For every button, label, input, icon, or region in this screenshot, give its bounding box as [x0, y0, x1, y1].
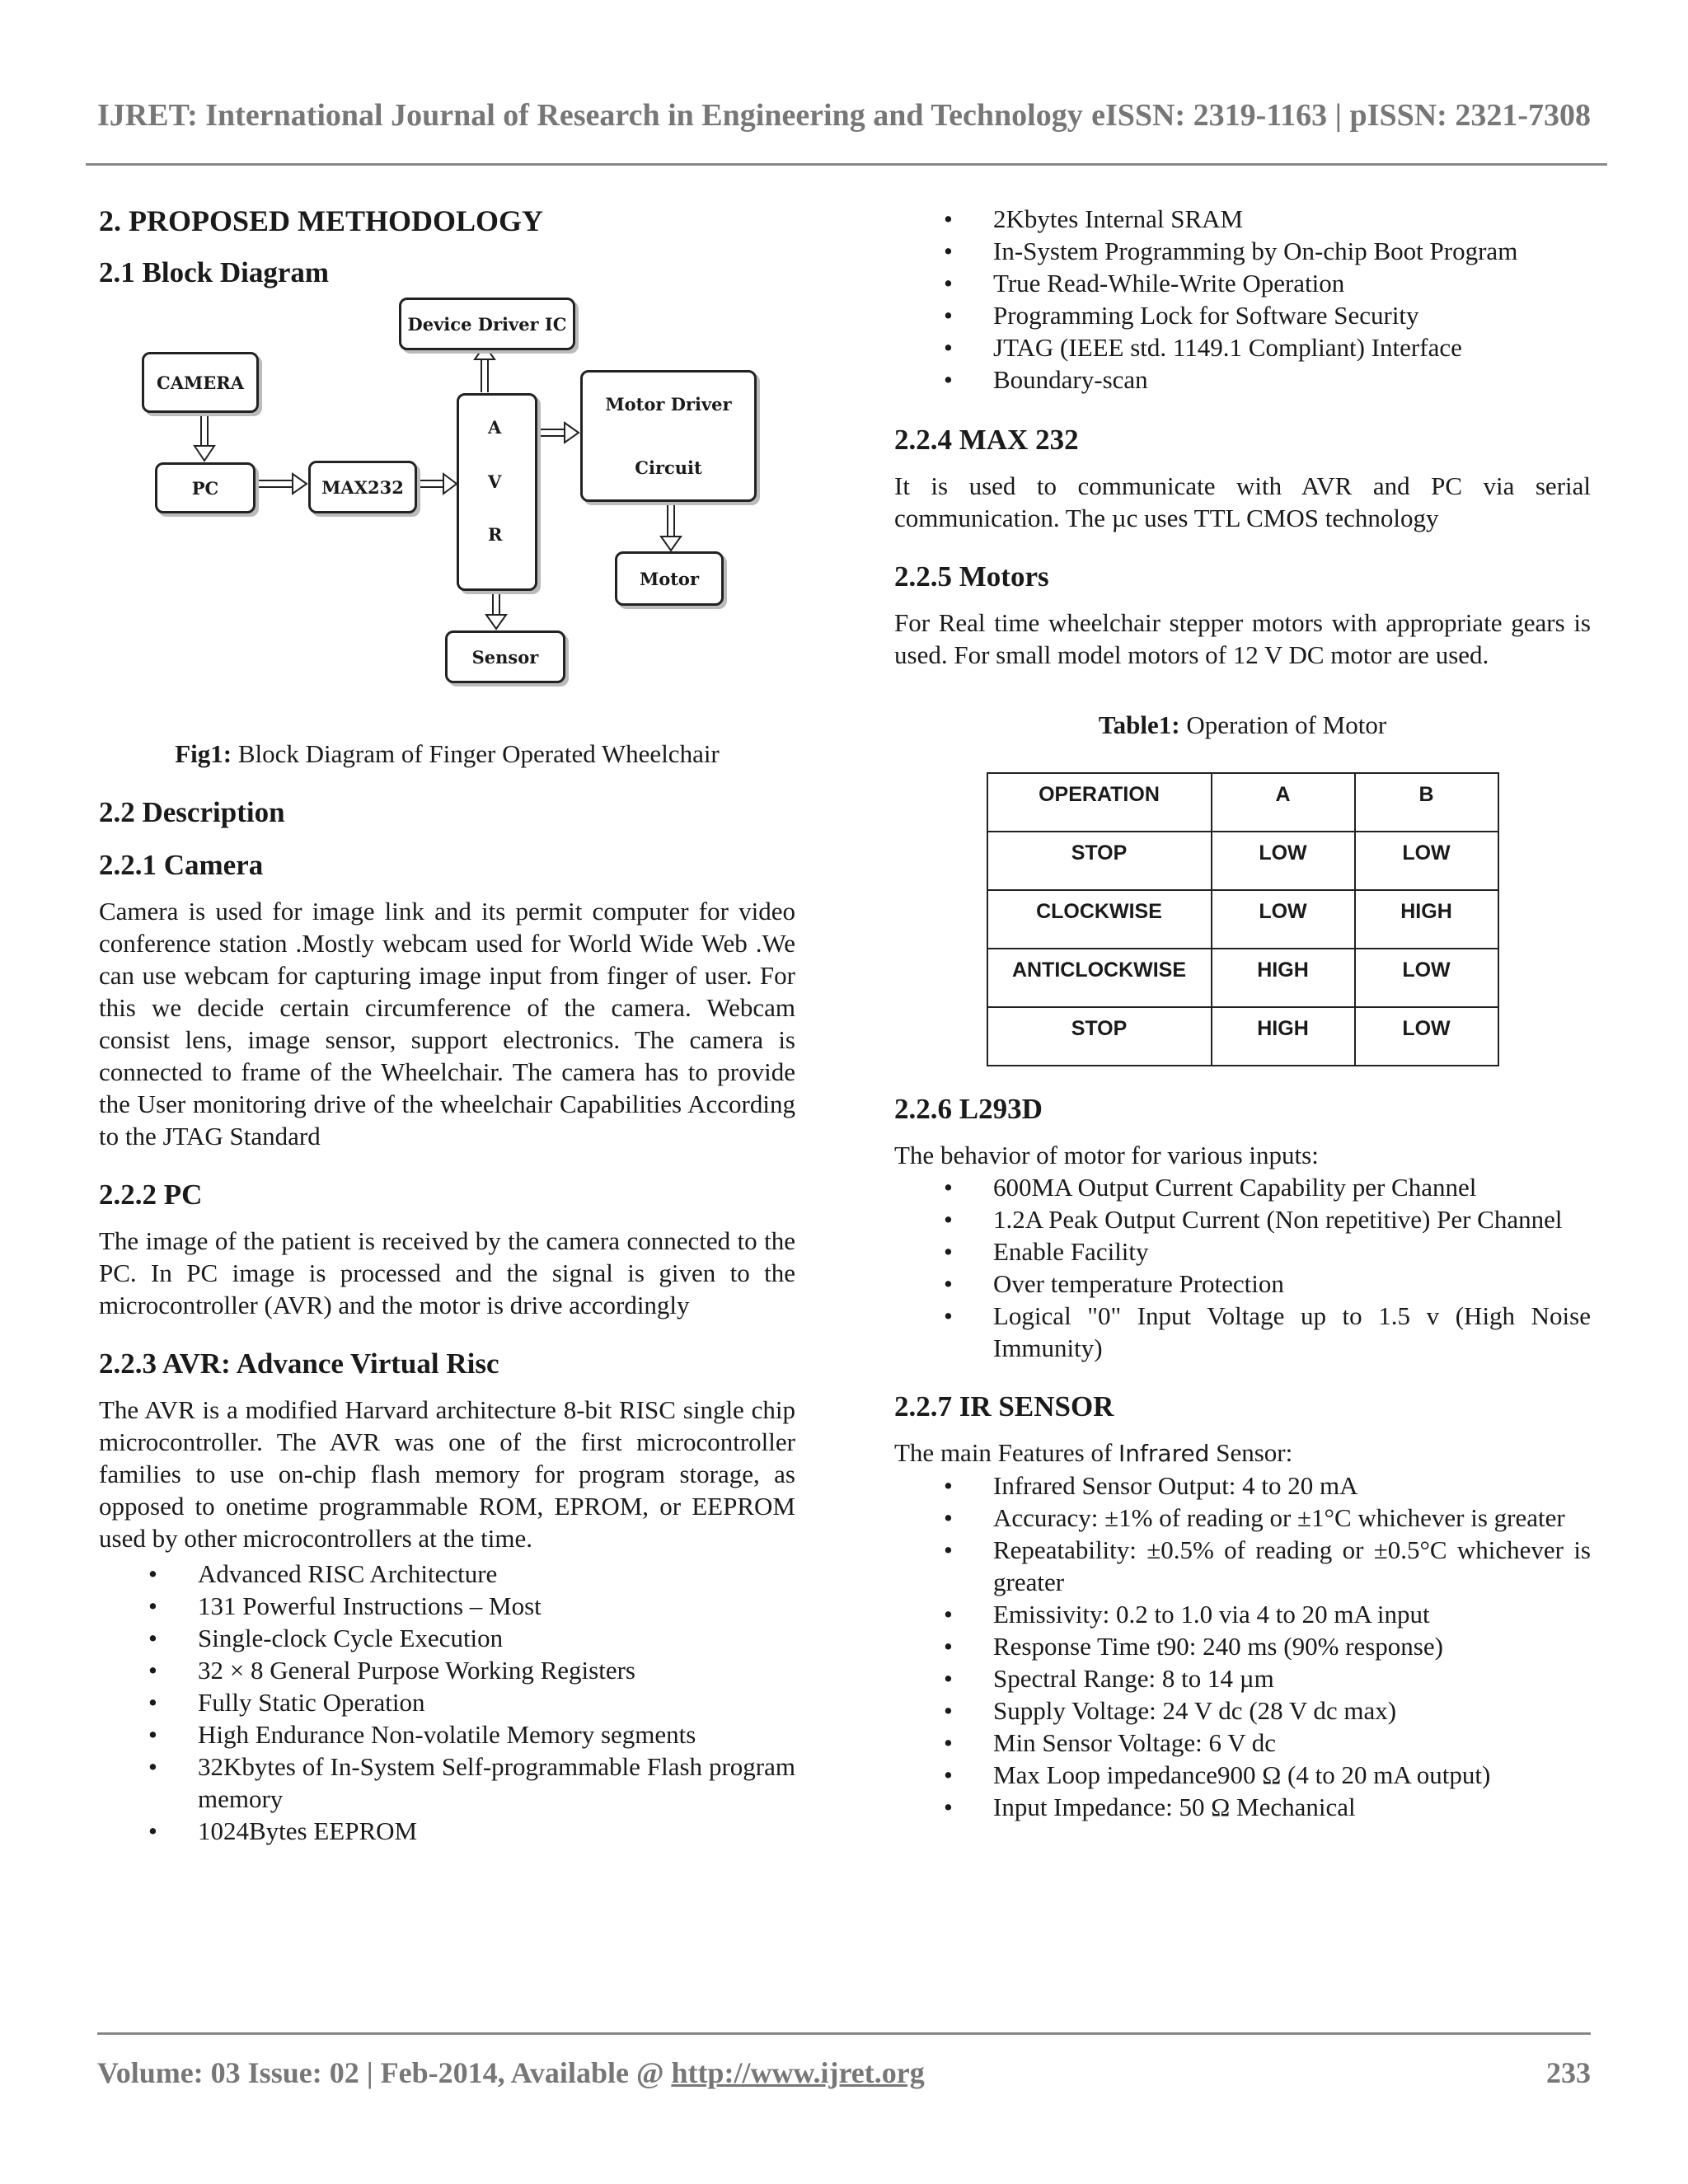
- footer-link[interactable]: http://www.ijret.org: [671, 2056, 925, 2089]
- table-cell: LOW: [1355, 949, 1498, 1007]
- arrow-pc-max232: [256, 474, 307, 494]
- list-item: • Min Sensor Voltage: 6 V dc: [894, 1727, 1591, 1759]
- motor-box: [615, 551, 724, 606]
- arrow-motordriver-motor: [661, 500, 681, 551]
- subsection-heading: 2.2.5 Motors: [894, 560, 1049, 593]
- table-header-row: [987, 773, 1498, 832]
- list-item: • Supply Voltage: 24 V dc (28 V dc max): [894, 1694, 1591, 1727]
- arrow-camera-pc: [195, 409, 214, 461]
- arrow-avr-devicedriver: [475, 345, 495, 392]
- figure-caption: [99, 738, 795, 770]
- footer-volume: [97, 2055, 925, 2090]
- motor-operation-table: [987, 772, 1499, 1066]
- max232-box: [308, 461, 417, 513]
- table-cell: LOW: [1355, 1007, 1498, 1066]
- list-item: • True Read-While-Write Operation: [894, 267, 1591, 299]
- issn: eISSN: 2319-1163 | pISSN: 2321-7308: [1091, 98, 1591, 133]
- table-cell: LOW: [1355, 832, 1498, 890]
- table-caption: [894, 709, 1591, 741]
- motor-driver-label: Motor Driver: [605, 394, 732, 415]
- list-item: • Spectral Range: 8 to 14 µm: [894, 1662, 1591, 1694]
- subsection-heading: 2.2 Description: [99, 796, 285, 828]
- ir-intro: [894, 1436, 1591, 1469]
- list-item: • Programming Lock for Software Security: [894, 299, 1591, 331]
- list-item: • Emissivity: 0.2 to 1.0 via 4 to 20 mA input: [894, 1598, 1591, 1630]
- arrow-avr-motordriver: [534, 423, 579, 443]
- motor-driver-label-2: Circuit: [635, 457, 702, 478]
- table-header-cell: OPERATION: [987, 773, 1212, 832]
- table-header-cell: B: [1355, 773, 1498, 832]
- motors-paragraph: For Real time wheelchair stepper motors with appropriate gears is used. For small model motors of 12 V DC motor are used.: [894, 608, 1591, 669]
- list-item: • Advanced RISC Architecture: [99, 1558, 795, 1590]
- max232-paragraph: It is used to communicate with AVR and PC via serial communication. The µc uses TTL CMOS technology: [894, 471, 1591, 532]
- table-text: Operation of Motor: [1179, 710, 1387, 739]
- l293d-feature-list: [894, 1171, 1591, 1364]
- table-cell: STOP: [987, 832, 1212, 890]
- list-item: • Single-clock Cycle Execution: [99, 1622, 795, 1654]
- avr-paragraph: The AVR is a modified Harvard architecture 8-bit RISC single chip microcontroller. The AVR was one of the first microcontroller families to use on-chip flash memory for program storage, as opposed to onetime programmable ROM, EPROM, or EEPROM used by other microcontrollers at the time.: [99, 1395, 795, 1553]
- list-item: • Infrared Sensor Output: 4 to 20 mA: [894, 1469, 1591, 1502]
- list-item: • 32Kbytes of In-System Self-programmable Flash program memory: [99, 1750, 795, 1815]
- subsection-heading: 2.2.1 Camera: [99, 849, 264, 881]
- ir-intro-text-end: Sensor:: [1209, 1438, 1293, 1467]
- list-item: • Enable Facility: [894, 1235, 1591, 1268]
- left-column: [99, 196, 795, 1847]
- motor-driver-box: [580, 370, 757, 502]
- ir-intro-text: The main Features of: [894, 1438, 1119, 1467]
- device-driver-label: Device Driver IC: [407, 313, 567, 335]
- subsection-heading: 2.2.4 MAX 232: [894, 424, 1079, 456]
- subsection-heading: 2.2.3 AVR: Advance Virtual Risc: [99, 1347, 499, 1380]
- table-cell: HIGH: [1212, 949, 1355, 1007]
- list-item: • 1.2A Peak Output Current (Non repetitive) Per Channel: [894, 1203, 1591, 1235]
- list-item: • Response Time t90: 240 ms (90% response): [894, 1630, 1591, 1662]
- ir-intro-term: Infrared: [1118, 1440, 1210, 1467]
- camera-paragraph: Camera is used for image link and its permit computer for video conference station .Mostly webcam used for World Wide Web .We can use webcam for capturing image input from finger of user. For this we decide certain circumference of the camera. Webcam consist lens, image sensor, support electronics. The camera is connected to frame of the Wheelchair. The camera has to provide the User monitoring drive of the wheelchair Capabilities According to the JTAG Standard: [99, 897, 795, 1151]
- table-cell: LOW: [1212, 832, 1355, 890]
- list-item: • 131 Powerful Instructions – Most: [99, 1590, 795, 1622]
- avr-letter-r: R: [488, 524, 503, 545]
- table-cell: ANTICLOCKWISE: [987, 949, 1212, 1007]
- subsection-heading: 2.2.6 L293D: [894, 1093, 1043, 1125]
- footer-rule: [97, 2032, 1591, 2035]
- sensor-box: [445, 630, 565, 683]
- header-rule: [86, 163, 1607, 166]
- right-column: [894, 196, 1591, 1823]
- table-header-cell: A: [1212, 773, 1355, 832]
- table-row: [987, 890, 1498, 949]
- arrow-max232-avr: [414, 474, 457, 494]
- table-row: [987, 1007, 1498, 1066]
- figure-text: Block Diagram of Finger Operated Wheelchair: [232, 739, 720, 768]
- subsection-heading: 2.2.7 IR SENSOR: [894, 1390, 1114, 1422]
- list-item: • Over temperature Protection: [894, 1268, 1591, 1300]
- list-item: • Logical "0" Input Voltage up to 1.5 v (High Noise Immunity): [894, 1300, 1591, 1364]
- table-label: Table1:: [1098, 710, 1180, 739]
- list-item: • 600MA Output Current Capability per Channel: [894, 1171, 1591, 1203]
- list-item: • In-System Programming by On-chip Boot Program: [894, 235, 1591, 267]
- motor-label: Motor: [639, 568, 700, 589]
- table-row: [987, 832, 1498, 890]
- pc-box: [155, 462, 256, 513]
- table-cell: STOP: [987, 1007, 1212, 1066]
- ir-feature-list: [894, 1469, 1591, 1823]
- max232-label: MAX232: [321, 476, 404, 498]
- pc-label: PC: [191, 477, 219, 499]
- page-number: 233: [1546, 2056, 1591, 2089]
- section-heading: 2. PROPOSED METHODOLOGY: [99, 204, 544, 237]
- subsection-heading: 2.2.2 PC: [99, 1179, 203, 1211]
- list-item: • High Endurance Non-volatile Memory segments: [99, 1718, 795, 1750]
- arrow-avr-sensor: [486, 588, 506, 629]
- l293d-intro: The behavior of motor for various inputs:: [894, 1141, 1319, 1169]
- list-item: • Input Impedance: 50 Ω Mechanical: [894, 1791, 1591, 1823]
- table-cell: HIGH: [1355, 890, 1498, 949]
- list-item: • Fully Static Operation: [99, 1686, 795, 1718]
- pc-paragraph: The image of the patient is received by the camera connected to the PC. In PC image is processed and the signal is given to the microcontroller (AVR) and the motor is drive accordingly: [99, 1226, 795, 1319]
- sensor-label: Sensor: [471, 646, 539, 668]
- footer-volume-text: Volume: 03 Issue: 02 | Feb-2014, Available @: [97, 2056, 672, 2089]
- table-cell: CLOCKWISE: [987, 890, 1212, 949]
- list-item: • Repeatability: ±0.5% of reading or ±0.5°C whichever is greater: [894, 1534, 1591, 1598]
- list-item: • 2Kbytes Internal SRAM: [894, 203, 1591, 235]
- list-item: • Accuracy: ±1% of reading or ±1°C whichever is greater: [894, 1502, 1591, 1534]
- table-row: [987, 949, 1498, 1007]
- list-item: • 1024Bytes EEPROM: [99, 1815, 795, 1847]
- subsection-heading: 2.1 Block Diagram: [99, 256, 330, 288]
- table-cell: LOW: [1212, 890, 1355, 949]
- list-item: • Boundary-scan: [894, 363, 1591, 396]
- list-item: • Max Loop impedance900 Ω (4 to 20 mA output): [894, 1759, 1591, 1791]
- camera-label: CAMERA: [156, 372, 244, 393]
- avr-letter-a: A: [488, 417, 502, 438]
- list-item: • JTAG (IEEE std. 1149.1 Compliant) Interface: [894, 331, 1591, 363]
- avr-feature-list: [99, 1558, 795, 1847]
- figure-label: Fig1:: [175, 739, 232, 768]
- device-driver-box: [399, 298, 575, 350]
- block-diagram: [99, 298, 795, 726]
- camera-box: [142, 352, 259, 413]
- avr-letter-v: V: [488, 471, 502, 492]
- avr-feature-list-continued: [894, 203, 1591, 396]
- journal-title: IJRET: International Journal of Research in Engineering and Technology: [97, 98, 1083, 133]
- table-cell: HIGH: [1212, 1007, 1355, 1066]
- list-item: • 32 × 8 General Purpose Working Registers: [99, 1654, 795, 1686]
